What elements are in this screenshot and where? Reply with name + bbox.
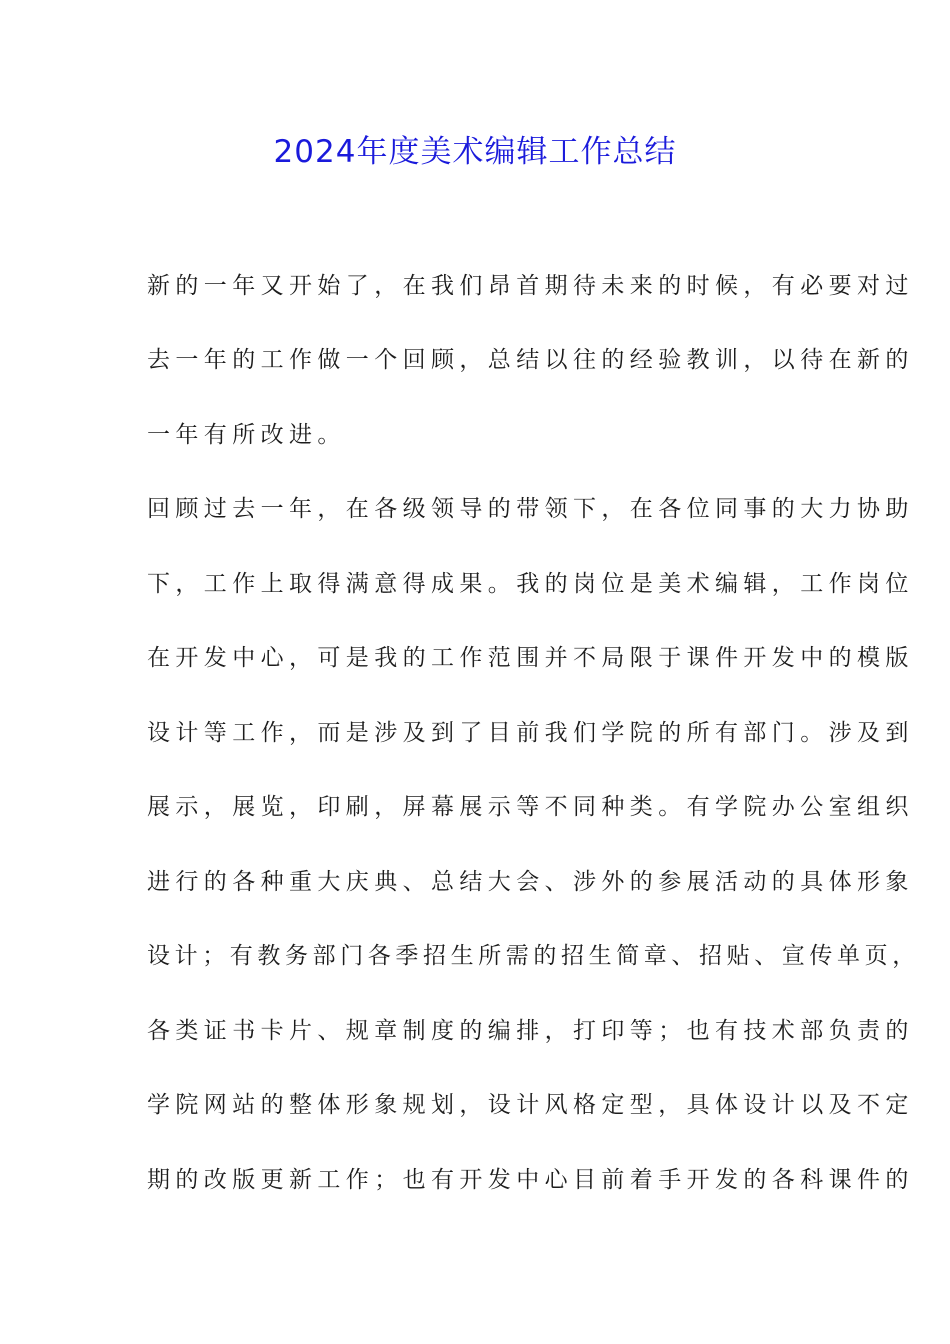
- paragraph-2-line-4: 设计等工作，而是涉及到了目前我们学院的所有部门。涉及到: [147, 720, 914, 746]
- paragraph-2-line-3: 在开发中心，可是我的工作范围并不局限于课件开发中的模版: [147, 645, 914, 671]
- paragraph-2-line-2: 下，工作上取得满意得成果。我的岗位是美术编辑，工作岗位: [147, 571, 914, 597]
- paragraph-2-line-7: 设计；有教务部门各季招生所需的招生简章、招贴、宣传单页，: [147, 943, 920, 969]
- document-title: 2024年度美术编辑工作总结: [273, 134, 677, 170]
- paragraph-2-line-8: 各类证书卡片、规章制度的编排，打印等；也有技术部负责的: [147, 1018, 914, 1044]
- paragraph-2-line-9: 学院网站的整体形象规划，设计风格定型，具体设计以及不定: [147, 1092, 914, 1118]
- paragraph-2-line-10: 期的改版更新工作；也有开发中心目前着手开发的各科课件的: [147, 1167, 914, 1193]
- paragraph-2-line-5: 展示，展览，印刷，屏幕展示等不同种类。有学院办公室组织: [147, 794, 914, 820]
- paragraph-1-line-1: 新的一年又开始了，在我们昂首期待未来的时候，有必要对过: [147, 273, 914, 299]
- paragraph-2-line-6: 进行的各种重大庆典、总结大会、涉外的参展活动的具体形象: [147, 869, 914, 895]
- paragraph-2-line-1: 回顾过去一年，在各级领导的带领下，在各位同事的大力协助: [147, 496, 914, 522]
- paragraph-1-line-3: 一年有所改进。: [147, 422, 346, 448]
- paragraph-1-line-2: 去一年的工作做一个回顾，总结以往的经验教训，以待在新的: [147, 347, 914, 373]
